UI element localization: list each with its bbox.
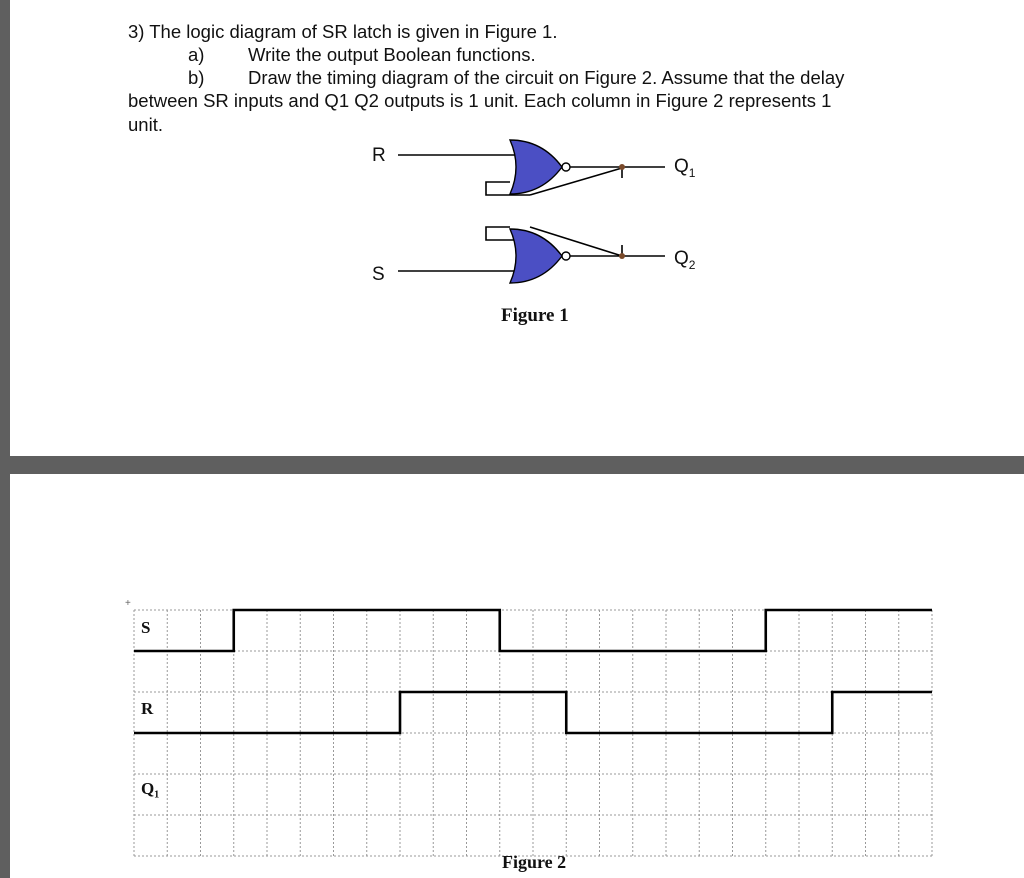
q2-output-label: $Q_2$ [674,248,696,272]
nor-gate-top [510,140,562,194]
nor-gate-bottom [510,229,562,283]
question-page [10,0,1024,456]
table-move-handle[interactable]: + [125,598,131,609]
part-b-continued-2: unit. [128,114,163,135]
part-a-text: Write the output Boolean functions. [248,44,536,65]
sr-latch-diagram [10,0,1024,456]
part-b-text: Draw the timing diagram of the circuit on Figure 2. Assume that the delay [248,67,845,88]
question-header: 3) The logic diagram of SR latch is given in Figure 1. [128,21,558,42]
figure2-caption: Figure 2 [502,852,567,872]
q1-output-label: $Q_1$ [674,156,696,180]
part-a-marker: a) [188,44,205,65]
q1-junction [619,164,625,170]
timing-diagram [10,474,1024,878]
timing-diagram-page [10,474,1024,878]
part-b-marker: b) [188,67,205,88]
part-b-continued-1: between SR inputs and Q1 Q2 outputs is 1 unit. Each column in Figure 2 represents 1 [128,90,832,111]
nor-gate-top-bubble [562,163,570,171]
row-label-r: R [141,699,154,718]
row-label-q1: Q₁ [141,779,160,798]
row-label-s: S [141,618,151,637]
nor-gate-bottom-bubble [562,252,570,260]
s-input-label: S [372,264,385,285]
figure1-caption: Figure 1 [501,305,569,326]
r-input-label: R [372,145,386,166]
q2-junction [619,253,625,259]
